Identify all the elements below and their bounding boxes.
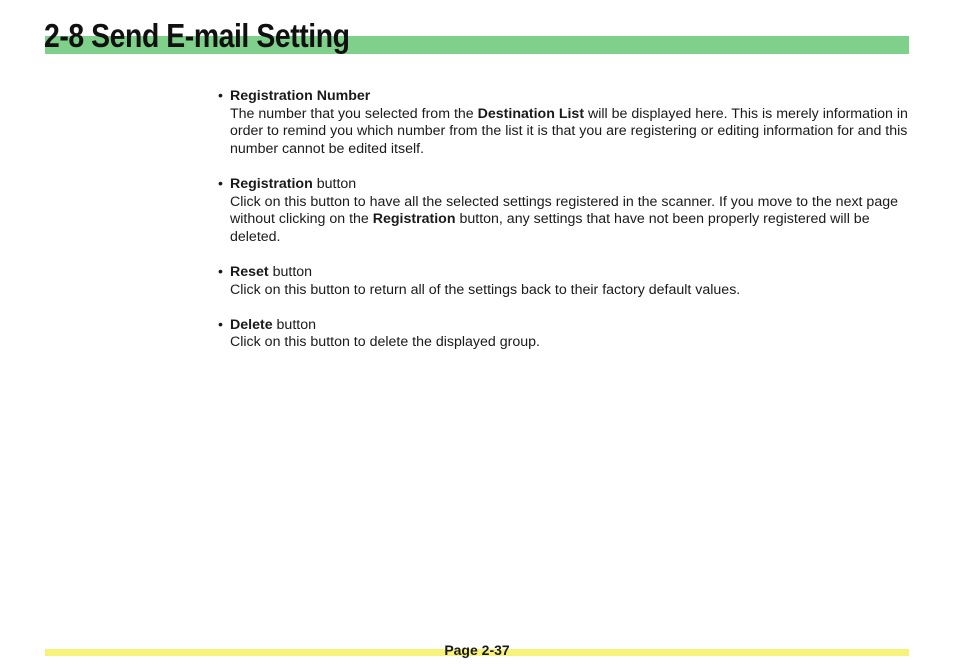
bullet: •	[218, 316, 223, 333]
item-body	[230, 334, 540, 350]
item-body-bold: Registration	[372, 211, 456, 228]
content-area	[218, 88, 912, 370]
bullet: •	[218, 263, 223, 280]
item-body	[230, 106, 908, 157]
item-heading	[230, 176, 912, 194]
page-title: 2-8 Send E-mail Setting	[44, 17, 350, 54]
item-heading-bold: Reset	[230, 263, 269, 280]
item-body-text: The number that you selected from the	[230, 105, 478, 122]
bullet: •	[218, 175, 223, 192]
item-heading	[230, 264, 912, 282]
item-body-text: Click on this button to have all the selected settings registered in the scanner. If you move to the next page without clicking on the	[230, 193, 898, 228]
item-heading-rest: button	[272, 316, 316, 333]
item-body-text: Click on this button to return all of the settings back to their factory default values.	[230, 281, 741, 298]
item-body-bold: Destination List	[477, 105, 585, 122]
item-body	[230, 194, 898, 245]
page-number: Page 2-37	[444, 642, 510, 658]
list-item	[218, 317, 912, 352]
item-body-text: Click on this button to delete the displayed group.	[230, 334, 540, 351]
item-heading-bold: Registration Number	[230, 88, 371, 104]
item-body-text: will be displayed here. This is merely information in order to remind you which number from the list it is that you are registering or editing information for and this number cannot be edited itself.	[230, 105, 908, 157]
list-item	[218, 88, 912, 158]
item-heading-rest: button	[268, 263, 313, 280]
item-heading-bold: Registration	[230, 175, 313, 192]
list-item	[218, 264, 912, 299]
item-heading-bold: Delete	[230, 316, 273, 333]
item-heading	[230, 88, 912, 106]
item-body	[230, 282, 740, 298]
item-body-text: button, any settings that have not been properly registered will be deleted.	[230, 211, 870, 245]
bullet: •	[218, 88, 223, 104]
list-item	[218, 176, 912, 246]
item-heading	[230, 317, 912, 335]
item-heading-rest: button	[312, 175, 357, 192]
